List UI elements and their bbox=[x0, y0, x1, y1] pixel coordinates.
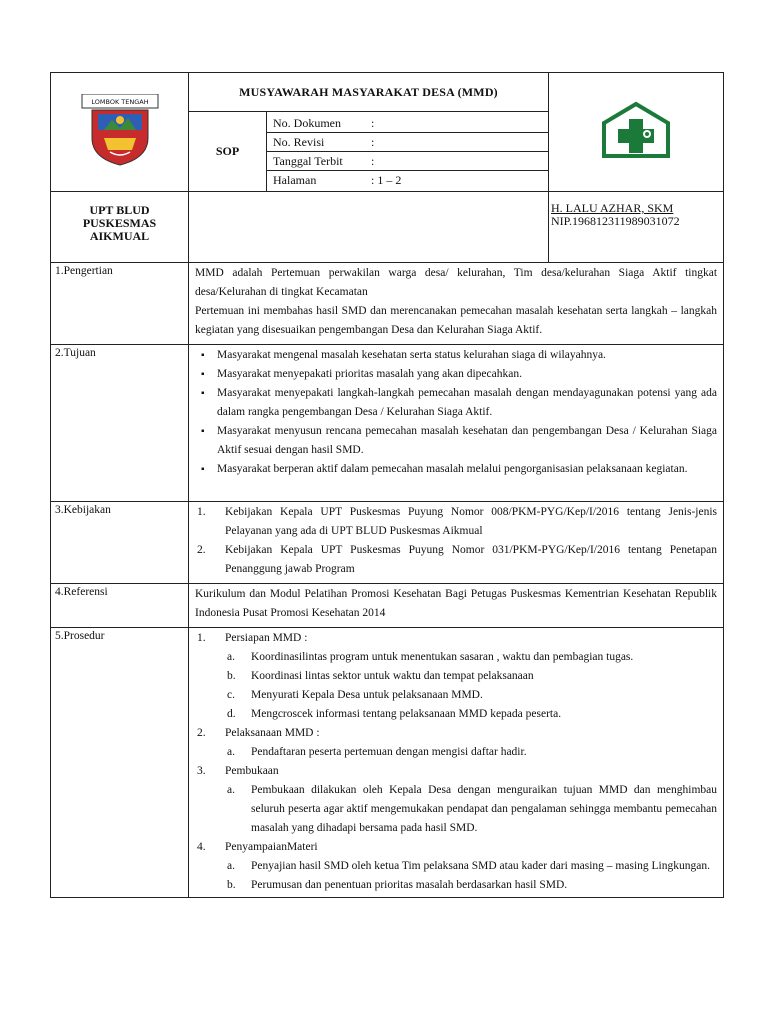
field-label-halaman: Halaman bbox=[273, 172, 317, 187]
kebijakan-list bbox=[195, 503, 717, 579]
signature-space bbox=[189, 192, 549, 263]
prosedur-step bbox=[197, 724, 717, 743]
document-info-cell bbox=[267, 112, 549, 192]
substep-text: Pembukaan dilakukan oleh Kepala Desa dengan menguraikan tujuan MMD dan menghimbau seluruh peserta agar aktif mengemukakan pendapat dan pengalaman sehingga membantu pemecahan masalah yang dihadapi bersama pada hasil SMD. bbox=[251, 784, 718, 834]
prosedur-substep bbox=[227, 743, 717, 762]
field-value-no-dokumen: : bbox=[365, 114, 548, 133]
section-pengertian bbox=[189, 263, 724, 345]
org-name-text: UPT BLUD PUSKESMAS AIKMUAL bbox=[82, 203, 157, 243]
step-number: 2. bbox=[197, 727, 206, 739]
section-label-referensi: 4.Referensi bbox=[51, 584, 189, 628]
substep-letter: a. bbox=[227, 860, 235, 872]
prosedur-substep bbox=[227, 667, 717, 686]
step-number: 3. bbox=[197, 765, 206, 777]
step-title: PenyampaianMateri bbox=[225, 841, 318, 853]
sop-label: SOP bbox=[189, 112, 267, 192]
tujuan-item: ▪ Masyarakat berperan aktif dalam pemecahan masalah melalui pengorganisasian pelaksanaan kegiatan. bbox=[217, 460, 717, 479]
substep-text: Menyurati Kepala Desa untuk pelaksanaan MMD. bbox=[251, 689, 483, 701]
health-logo-cell bbox=[549, 73, 724, 192]
prosedur-substeps bbox=[195, 648, 717, 724]
step-number: 4. bbox=[197, 841, 206, 853]
logo-banner-text: LOMBOK TENGAH bbox=[90, 97, 149, 106]
referensi-text: Kurikulum dan Modul Pelatihan Promosi Kesehatan Bagi Petugas Puskesmas Kementrian Kesehatan Republik Indonesia Pusat Promosi Kesehatan 2014 bbox=[195, 588, 718, 619]
puskesmas-cross-icon bbox=[601, 101, 671, 159]
section-label-kebijakan: 3.Kebijakan bbox=[51, 502, 189, 584]
tujuan-item: ▪ Masyarakat menyepakati langkah-langkah pemecahan masalah dengan mendayagunakan potensi yang ada dalam rangka pengembangan Desa / Kelurahan Siaga Aktif. bbox=[217, 384, 717, 422]
lombok-tengah-emblem-icon bbox=[80, 94, 160, 166]
field-value-halaman: : 1 – 2 bbox=[371, 172, 402, 187]
section-label-pengertian: 1.Pengertian bbox=[51, 263, 189, 345]
org-name bbox=[51, 192, 189, 263]
pengertian-paragraph: MMD adalah Pertemuan perwakilan warga desa/ kelurahan, Tim desa/kelurahan Siaga Aktif tingkat desa/Kelurahan di tingkat Kecamatan bbox=[195, 267, 718, 298]
prosedur-substep bbox=[227, 705, 717, 724]
kebijakan-item bbox=[197, 503, 718, 541]
signature-block bbox=[549, 192, 724, 263]
regency-logo-cell bbox=[51, 73, 189, 192]
substep-text: Penyajian hasil SMD oleh ketua Tim pelaksana SMD atau kader dari masing – masing Lingkungan. bbox=[251, 860, 710, 872]
step-title: Pembukaan bbox=[225, 765, 279, 777]
section-referensi bbox=[189, 584, 724, 628]
substep-text: Koordinasilintas program untuk menentukan sasaran , waktu dan pembagian tugas. bbox=[251, 651, 634, 663]
prosedur-steps bbox=[195, 724, 717, 743]
step-title: Pelaksanaan MMD : bbox=[225, 727, 320, 739]
tujuan-item: ▪ Masyarakat menyusun rencana pemecahan masalah kesehatan dan pengembangan Desa / Kelurahan Siaga Aktif sesuai dengan hasil SMD. bbox=[217, 422, 717, 460]
prosedur-steps bbox=[195, 629, 717, 648]
tujuan-item: ▪ Masyarakat menyepakati prioritas masalah yang akan dipecahkan. bbox=[217, 365, 717, 384]
substep-letter: b. bbox=[227, 879, 236, 891]
prosedur-steps bbox=[195, 838, 717, 857]
field-label-tanggal-terbit: Tanggal Terbit bbox=[267, 152, 365, 171]
sop-document bbox=[50, 72, 723, 898]
tujuan-list bbox=[195, 346, 717, 479]
prosedur-substep bbox=[227, 686, 717, 705]
tujuan-item: ▪ Masyarakat mengenal masalah kesehatan serta status kelurahan siaga di wilayahnya. bbox=[217, 346, 717, 365]
kebijakan-number: 2. bbox=[197, 544, 206, 556]
kebijakan-item bbox=[197, 541, 718, 579]
prosedur-steps bbox=[195, 762, 717, 781]
prosedur-step bbox=[197, 838, 717, 857]
signer-name: H. LALU AZHAR, SKM bbox=[551, 201, 674, 215]
section-tujuan bbox=[189, 345, 724, 502]
section-label-tujuan: 2.Tujuan bbox=[51, 345, 189, 502]
prosedur-substep bbox=[227, 781, 718, 838]
field-value-no-revisi: : bbox=[365, 133, 548, 152]
pengertian-paragraph: Pertemuan ini membahas hasil SMD dan merencanakan pemecahan masalah kesehatan serta langkah – langkah kegiatan yang disesuaikan pengembangan Desa dan Kelurahan Siaga Aktif. bbox=[195, 305, 718, 336]
prosedur-substep bbox=[227, 648, 717, 667]
field-value-tanggal-terbit: : bbox=[365, 152, 548, 171]
sop-table bbox=[50, 72, 724, 898]
signer-nip: NIP.196812311989031072 bbox=[551, 214, 680, 228]
substep-text: Pendaftaran peserta pertemuan dengan mengisi daftar hadir. bbox=[251, 746, 527, 758]
substep-letter: c. bbox=[227, 689, 235, 701]
section-label-prosedur: 5.Prosedur bbox=[51, 628, 189, 898]
kebijakan-number: 1. bbox=[197, 506, 206, 518]
prosedur-step bbox=[197, 762, 717, 781]
step-title: Persiapan MMD : bbox=[225, 632, 308, 644]
substep-text: Koordinasi lintas sektor untuk waktu dan tempat pelaksanaan bbox=[251, 670, 534, 682]
prosedur-substeps bbox=[195, 857, 717, 895]
substep-letter: d. bbox=[227, 708, 236, 720]
document-info-table bbox=[267, 114, 548, 189]
field-label-no-revisi: No. Revisi bbox=[267, 133, 365, 152]
prosedur-substep bbox=[227, 876, 717, 895]
document-title: MUSYAWARAH MASYARAKAT DESA (MMD) bbox=[189, 73, 549, 112]
prosedur-substep bbox=[227, 857, 717, 876]
substep-letter: a. bbox=[227, 784, 235, 796]
prosedur-substeps bbox=[195, 743, 717, 762]
step-number: 1. bbox=[197, 632, 206, 644]
prosedur-substeps bbox=[195, 781, 717, 838]
substep-text: Mengcroscek informasi tentang pelaksanaan MMD kepada peserta. bbox=[251, 708, 562, 720]
substep-letter: a. bbox=[227, 651, 235, 663]
kebijakan-text: Kebijakan Kepala UPT Puskesmas Puyung Nomor 008/PKM-PYG/Kep/I/2016 tentang Jenis-jenis Pelayanan yang ada di UPT BLUD Puskesmas Aikmual bbox=[225, 506, 718, 537]
substep-text: Perumusan dan penentuan prioritas masalah berdasarkan hasil SMD. bbox=[251, 879, 568, 891]
kebijakan-text: Kebijakan Kepala UPT Puskesmas Puyung Nomor 031/PKM-PYG/Kep/I/2016 tentang Penetapan Penanggung jawab Program bbox=[225, 544, 718, 575]
section-prosedur bbox=[189, 628, 724, 898]
substep-letter: b. bbox=[227, 670, 236, 682]
field-label-no-dokumen: No. Dokumen bbox=[267, 114, 365, 133]
substep-letter: a. bbox=[227, 746, 235, 758]
section-kebijakan bbox=[189, 502, 724, 584]
prosedur-step bbox=[197, 629, 717, 648]
